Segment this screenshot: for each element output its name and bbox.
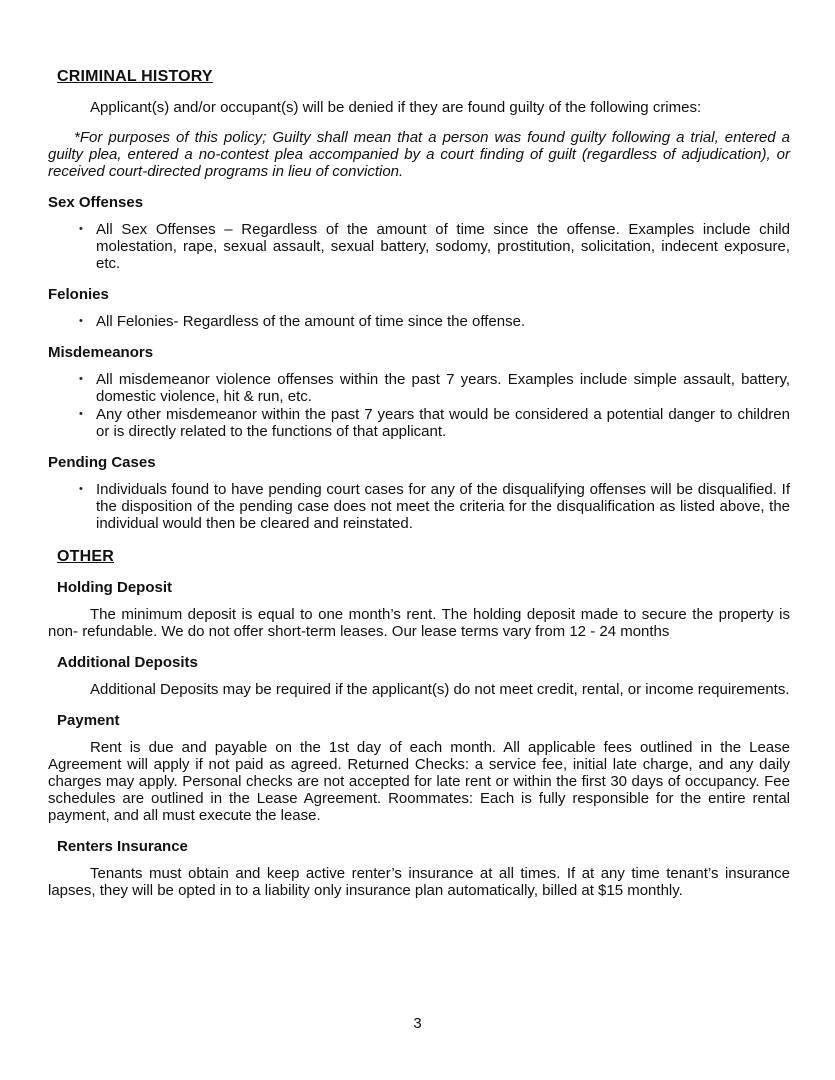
payment-heading: Payment bbox=[57, 712, 120, 729]
pending-cases-heading: Pending Cases bbox=[48, 454, 156, 471]
list-item: • All Sex Offenses – Regardless of the amount of time since the offense. Examples include child molestation, rape, sexual assault, sexual battery, sodomy, prostitution, solicitation, indecent exposure, etc. bbox=[96, 221, 790, 272]
payment-body: Rent is due and payable on the 1st day of each month. All applicable fees outlined in the Lease Agreement will apply if not paid as agreed. Returned Checks: a service fee, initial late charge, and any daily charges may apply. Personal checks are not accepted for late rent or within the first 30 days of occupancy. Fee schedules are outlined in the Lease Agreement. Roommates: Each is fully responsible for the entire rental payment, and all must execute the lease. bbox=[48, 739, 790, 824]
criminal-history-intro: Applicant(s) and/or occupant(s) will be denied if they are found guilty of the following crimes: bbox=[90, 99, 702, 116]
list-item: • Individuals found to have pending court cases for any of the disqualifying offenses will be disqualified. If the disposition of the pending case does not meet the criteria for the disqualification as listed above, the individual would then be cleared and reinstated. bbox=[96, 481, 790, 532]
page-number: 3 bbox=[413, 1015, 422, 1032]
other-heading: OTHER bbox=[57, 548, 114, 565]
renters-insurance-body: Tenants must obtain and keep active renter’s insurance at all times. If at any time tenant’s insurance lapses, they will be opted in to a liability only insurance plan automatically, billed at $15 monthly. bbox=[48, 865, 790, 899]
sex-offenses-heading: Sex Offenses bbox=[48, 194, 144, 211]
list-item: • All misdemeanor violence offenses within the past 7 years. Examples include simple assault, battery, domestic violence, hit & run, etc. bbox=[96, 371, 790, 405]
sex-offenses-list bbox=[48, 221, 790, 272]
guilty-policy-note: *For purposes of this policy; Guilty shall mean that a person was found guilty following a trial, entered a guilty plea, entered a no-contest plea accompanied by a court finding of guilt (regardless of adjudication), or received court-directed programs in lieu of conviction. bbox=[48, 129, 790, 180]
felonies-heading: Felonies bbox=[48, 286, 109, 303]
misdemeanors-heading: Misdemeanors bbox=[48, 344, 154, 361]
renters-insurance-heading: Renters Insurance bbox=[57, 838, 188, 855]
criminal-history-heading: CRIMINAL HISTORY bbox=[57, 68, 213, 85]
holding-deposit-heading: Holding Deposit bbox=[57, 579, 172, 596]
holding-deposit-body: The minimum deposit is equal to one month’s rent. The holding deposit made to secure the property is non- refundable. We do not offer short-term leases. Our lease terms vary from 12 - 24 months bbox=[48, 606, 790, 640]
additional-deposits-body: Additional Deposits may be required if the applicant(s) do not meet credit, rental, or income requirements. bbox=[90, 681, 790, 698]
misdemeanors-list bbox=[48, 371, 790, 440]
additional-deposits-heading: Additional Deposits bbox=[57, 654, 198, 671]
list-item: • Any other misdemeanor within the past 7 years that would be considered a potential danger to children or is directly related to the functions of that applicant. bbox=[96, 406, 790, 440]
felonies-list bbox=[48, 313, 790, 330]
list-item: • All Felonies- Regardless of the amount of time since the offense. bbox=[96, 313, 790, 330]
pending-cases-list bbox=[48, 481, 790, 532]
